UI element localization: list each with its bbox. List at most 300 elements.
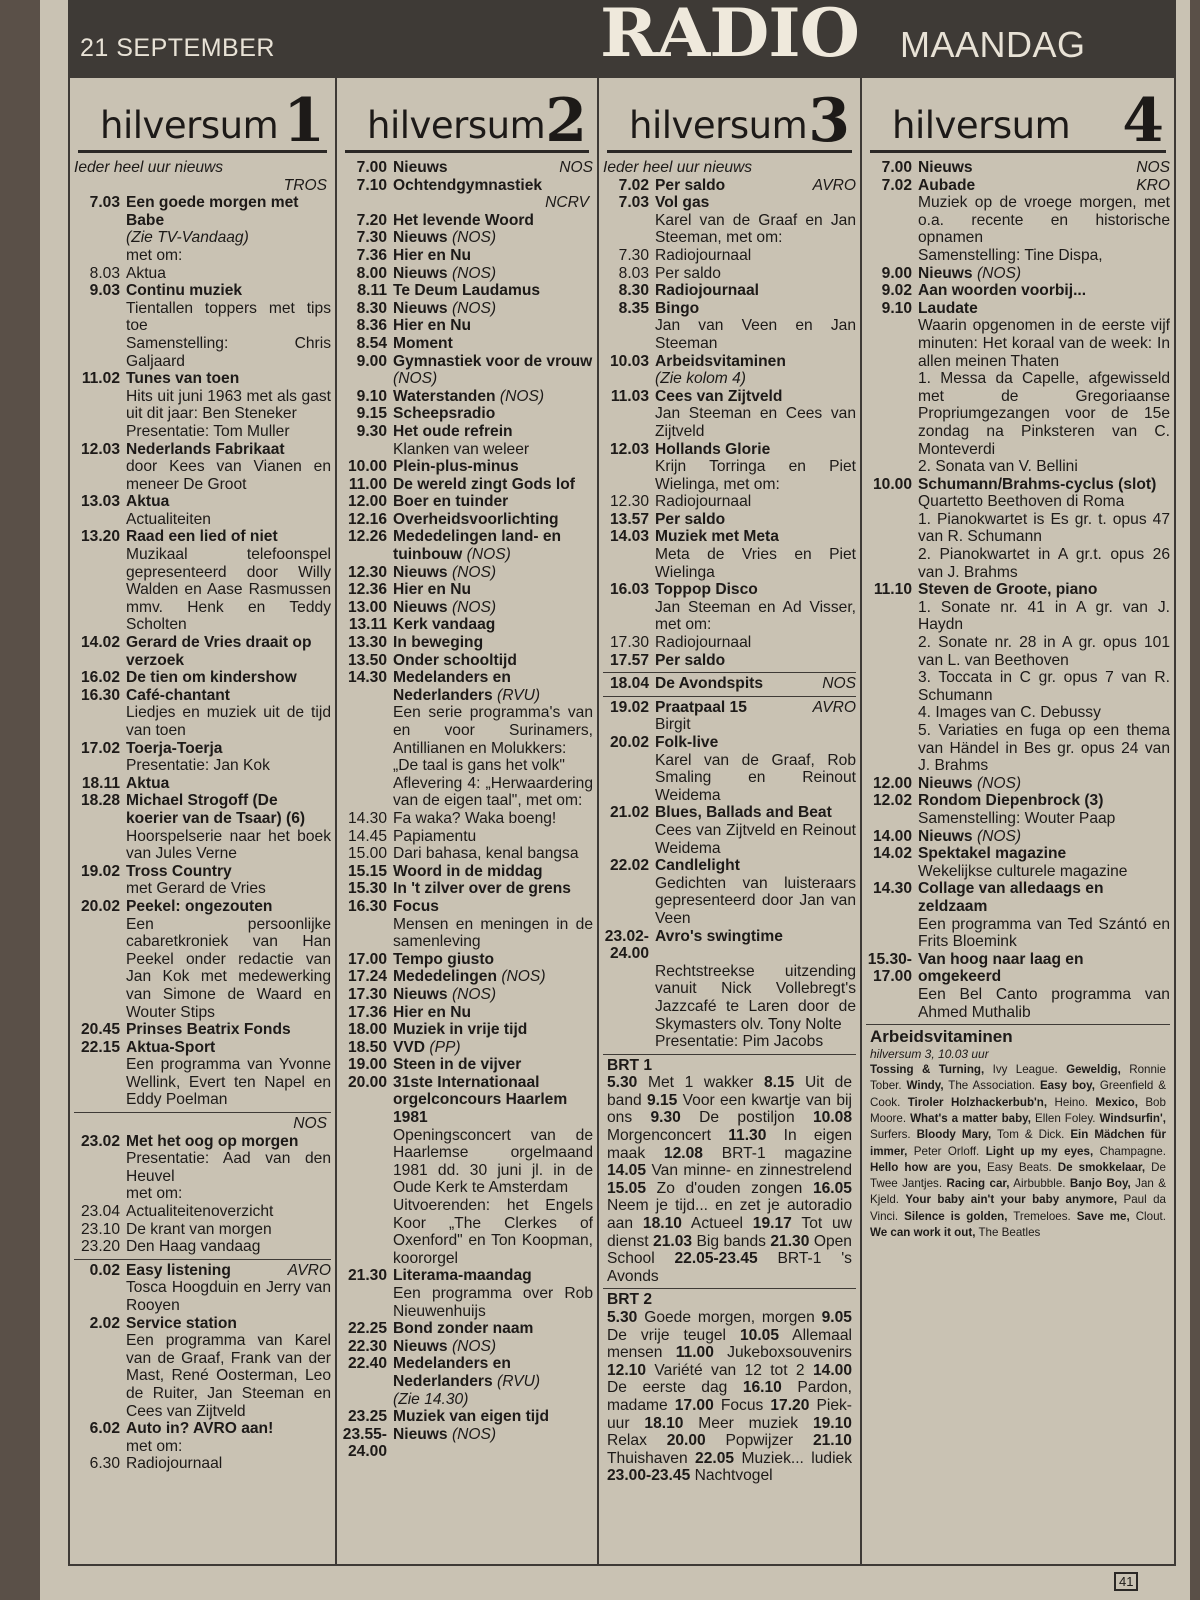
program-entry bbox=[341, 810, 593, 828]
program-entry bbox=[74, 265, 331, 283]
program-network-tag: (NOS) bbox=[976, 264, 1022, 282]
program-title-wrap bbox=[918, 300, 1170, 318]
program-entry bbox=[603, 634, 856, 652]
program-time: 11.03 bbox=[610, 387, 649, 405]
brt-time: 11.00 bbox=[675, 1344, 714, 1362]
box-title: Arbeidsvitaminen bbox=[870, 1027, 1013, 1047]
program-time: 18.28 bbox=[80, 792, 120, 810]
station-number: 4 bbox=[1122, 86, 1164, 156]
brt-time: 5.30 bbox=[607, 1074, 638, 1092]
program-entry bbox=[341, 511, 593, 529]
program-title: Gerard de Vries draait op verzoek bbox=[126, 634, 312, 669]
section-rule bbox=[603, 696, 856, 697]
program-description: 1. Messa da Capelle, afgewisseld met de Gregoriaanse Propriumgezangen voor de 15e zondag na Pinksteren van C. Monteverdi bbox=[918, 370, 1170, 458]
program-title: Tunes van toen bbox=[126, 370, 240, 388]
program-entry bbox=[341, 335, 593, 353]
program-time: 12.30 bbox=[609, 493, 649, 511]
program-description: (Zie kolom 4) bbox=[655, 370, 746, 388]
program-time: 17.24 bbox=[347, 968, 387, 986]
program-entry bbox=[603, 247, 856, 265]
program-description: Karel van de Graaf, Rob Smaling en Reinout Weidema bbox=[655, 751, 856, 804]
program-time: 8.35 bbox=[618, 299, 649, 317]
program-time: 16.30 bbox=[347, 897, 387, 915]
program-entry bbox=[603, 652, 856, 670]
brt-schedule bbox=[603, 1309, 856, 1485]
brt-time: 21.03 bbox=[653, 1232, 693, 1250]
program-entry bbox=[603, 699, 856, 717]
program-title: Steven de Groote, piano bbox=[918, 581, 1098, 599]
program-title: Te Deum Laudamus bbox=[393, 282, 541, 300]
program-description: Krijn Torringa en Piet Wielinga, met om: bbox=[655, 458, 856, 493]
brt-time: 8.15 bbox=[763, 1074, 795, 1092]
magazine-page bbox=[40, 0, 1190, 1600]
program-title-wrap bbox=[393, 968, 593, 986]
program-description: Samenstelling: Chris Galjaard bbox=[126, 334, 331, 370]
program-time: 14.30 bbox=[872, 880, 912, 898]
brt-title: Morgenconcert bbox=[607, 1127, 712, 1145]
column-hilversum-4 bbox=[862, 78, 1174, 1564]
brt-title: Thuishaven bbox=[607, 1449, 688, 1467]
program-entry bbox=[341, 300, 593, 318]
program-title-wrap bbox=[655, 511, 856, 529]
program-title: Scheepsradio bbox=[393, 405, 496, 423]
program-description: Openingsconcert van de Haarlemse orgelmaand 1981 dd. 30 juni jl. in de Oude Kerk te Amsterdam bbox=[393, 1126, 593, 1197]
program-time: 12.03 bbox=[80, 440, 120, 458]
program-time: 14.03 bbox=[609, 528, 649, 546]
program-entry bbox=[341, 986, 593, 1004]
program-description: Een programma van Yvonne Wellink, Evert ten Napel en Eddy Poelman bbox=[126, 1056, 331, 1109]
program-time: 8.30 bbox=[618, 282, 649, 300]
program-time: 13.50 bbox=[347, 651, 387, 669]
program-time: 8.11 bbox=[357, 282, 387, 300]
program-entry bbox=[341, 476, 593, 494]
program-title-wrap bbox=[918, 845, 1170, 863]
program-entry bbox=[603, 282, 856, 300]
program-time: 22.15 bbox=[80, 1038, 120, 1056]
news-note: Ieder heel uur nieuws bbox=[74, 159, 224, 176]
program-title-wrap bbox=[655, 194, 856, 212]
program-entry bbox=[341, 282, 593, 300]
brt-title: Meer muziek bbox=[698, 1414, 799, 1432]
program-title-wrap bbox=[918, 282, 1170, 300]
program-title-wrap bbox=[126, 1238, 331, 1256]
program-time: 20.45 bbox=[80, 1021, 120, 1039]
program-entry bbox=[74, 1221, 331, 1239]
brt-time: 20.00 bbox=[666, 1432, 706, 1450]
program-network-tag: (NOS) bbox=[451, 1337, 497, 1355]
brt-time: 18.10 bbox=[642, 1215, 682, 1233]
program-entry bbox=[341, 265, 593, 283]
program-title: Avro's swingtime bbox=[655, 927, 783, 945]
brt-time: 19.17 bbox=[752, 1215, 792, 1233]
program-entry bbox=[74, 775, 331, 793]
brt-title: Neem je tijd... en zet je autoradio aan bbox=[607, 1197, 852, 1233]
program-entry bbox=[341, 528, 593, 563]
program-time: 12.00 bbox=[872, 774, 912, 792]
program-description: Liedjes en muziek uit de tijd van toen bbox=[126, 704, 331, 739]
program-description: Jan van Veen en Jan Steeman bbox=[655, 317, 856, 352]
program-time: 8.03 bbox=[89, 264, 120, 282]
program-title-wrap bbox=[918, 476, 1170, 494]
program-title: Per saldo bbox=[655, 264, 721, 282]
program-entry bbox=[74, 669, 331, 687]
brt-title: Variété van 12 tot 2 bbox=[654, 1361, 805, 1379]
brt-time: 9.05 bbox=[821, 1309, 852, 1326]
schedule-grid bbox=[68, 76, 1176, 1566]
program-title: Nieuws bbox=[393, 598, 448, 616]
brt-time: 12.08 bbox=[663, 1144, 703, 1162]
program-time: 10.00 bbox=[872, 475, 912, 493]
station-header bbox=[607, 78, 852, 156]
program-title: Literama-maandag bbox=[393, 1267, 532, 1285]
program-title: Prinses Beatrix Fonds bbox=[126, 1021, 291, 1039]
program-time: 20.02 bbox=[609, 734, 649, 751]
program-time: 7.02 bbox=[618, 176, 649, 194]
program-title: Toppop Disco bbox=[655, 581, 758, 599]
program-entry bbox=[866, 845, 1170, 863]
program-time: 12.03 bbox=[609, 440, 649, 458]
program-description: 1. Pianokwartet is Es gr. t. opus 47 van R. Schumann bbox=[918, 510, 1170, 546]
program-title-wrap bbox=[393, 335, 593, 353]
program-entry bbox=[866, 265, 1170, 283]
program-title: Ochtendgymnastiek bbox=[393, 176, 543, 194]
program-entry bbox=[341, 229, 593, 247]
program-description: Een programma van Ted Szántó en Frits Bloemink bbox=[918, 915, 1170, 951]
program-title: Van hoog naar laag en omgekeerd bbox=[918, 950, 1084, 986]
program-description: Muzikaal telefoonspel gepresenteerd door Willy Walden en Aase Rasmussen mmv. Henk en Teddy Scholten bbox=[126, 546, 331, 634]
program-time: 21.30 bbox=[347, 1267, 387, 1285]
program-entry bbox=[341, 845, 593, 863]
program-title-wrap bbox=[126, 898, 331, 916]
program-title-wrap bbox=[918, 880, 1170, 915]
program-time: 13.20 bbox=[80, 528, 120, 546]
program-title: Blues, Ballads and Beat bbox=[655, 804, 832, 822]
program-time: 13.30 bbox=[347, 634, 387, 652]
program-title: Onder schooltijd bbox=[393, 651, 517, 669]
program-entry bbox=[866, 951, 1170, 986]
program-time: 7.36 bbox=[356, 246, 387, 264]
program-time: 14.02 bbox=[80, 634, 120, 652]
program-network-tag: (NOS) bbox=[451, 985, 497, 1003]
program-time: 12.00 bbox=[347, 493, 387, 511]
program-description: met om: bbox=[126, 1437, 183, 1455]
program-title-wrap bbox=[393, 405, 593, 423]
program-title: Per saldo bbox=[655, 651, 726, 669]
program-time: 16.03 bbox=[609, 581, 649, 599]
program-title: Nieuws bbox=[393, 563, 448, 581]
program-title-wrap bbox=[393, 1355, 593, 1390]
program-network-tag: NOS bbox=[559, 159, 593, 176]
program-title-wrap bbox=[918, 775, 1170, 793]
program-entry bbox=[341, 1004, 593, 1022]
brt-title: Jukeboxsouvenirs bbox=[727, 1344, 852, 1362]
program-description: Tosca Hoogduin en Jerry van Rooyen bbox=[126, 1279, 331, 1314]
program-title: Den Haag vandaag bbox=[126, 1238, 261, 1256]
brt-time: 10.08 bbox=[812, 1109, 852, 1127]
program-network-tag: (NOS) bbox=[451, 299, 497, 317]
program-title: Tempo giusto bbox=[393, 950, 495, 968]
program-title: VVD bbox=[393, 1038, 426, 1056]
program-title-wrap bbox=[393, 511, 593, 529]
program-title: De Avondspits bbox=[655, 675, 764, 693]
program-description: Birgit bbox=[655, 716, 691, 734]
brt-time: 22.05 bbox=[695, 1449, 735, 1467]
program-title: Cees van Zijtveld bbox=[655, 387, 783, 405]
program-time: 17.57 bbox=[609, 651, 649, 669]
program-time: 7.00 bbox=[881, 159, 912, 176]
program-description: met om: bbox=[126, 246, 183, 264]
program-title: De krant van morgen bbox=[126, 1220, 272, 1238]
brt-label: BRT 2 bbox=[607, 1291, 653, 1309]
program-title-wrap bbox=[393, 828, 593, 846]
station-name: hilversum bbox=[892, 104, 1071, 147]
program-title-wrap bbox=[393, 493, 593, 511]
brt-time: 5.30 bbox=[607, 1309, 638, 1326]
program-title: Auto in? AVRO aan! bbox=[126, 1420, 274, 1438]
program-title: Peekel: ongezouten bbox=[126, 897, 273, 915]
brt-title: Relax bbox=[607, 1432, 647, 1450]
program-title: Focus bbox=[393, 897, 439, 915]
song-list-box bbox=[866, 1027, 1170, 1241]
program-entry bbox=[74, 493, 331, 511]
program-title: Het oude refrein bbox=[393, 422, 513, 440]
program-entry bbox=[603, 388, 856, 406]
program-network-tag: (NOS) bbox=[393, 370, 438, 388]
program-entry bbox=[341, 1320, 593, 1338]
program-time: 14.30 bbox=[347, 809, 387, 827]
program-time: 12.26 bbox=[347, 528, 387, 546]
program-time: 21.02 bbox=[609, 804, 649, 822]
program-time: 15.30-17.00 bbox=[867, 950, 912, 986]
brt-title: De vrije teugel bbox=[607, 1326, 726, 1344]
program-entry bbox=[603, 441, 856, 459]
program-title: Arbeidsvitaminen bbox=[655, 352, 786, 370]
program-title: Laudate bbox=[918, 299, 978, 317]
program-entry bbox=[603, 804, 856, 822]
brt-title: BRT-1 magazine bbox=[721, 1144, 852, 1162]
program-title-wrap bbox=[655, 177, 856, 195]
program-entry bbox=[341, 317, 593, 335]
program-entry bbox=[341, 616, 593, 634]
program-entry bbox=[341, 968, 593, 986]
program-time: 23.25 bbox=[347, 1408, 387, 1426]
program-title: Vol gas bbox=[655, 194, 710, 212]
program-title-wrap bbox=[393, 247, 593, 265]
program-title-wrap bbox=[918, 581, 1170, 599]
program-title: Schumann/Brahms-cyclus (slot) bbox=[918, 475, 1157, 493]
program-title-wrap bbox=[393, 845, 593, 863]
program-time: 7.02 bbox=[881, 176, 912, 194]
program-title-wrap bbox=[393, 1039, 593, 1057]
brt-title: De postiljon bbox=[699, 1109, 795, 1127]
program-time: 16.30 bbox=[80, 686, 120, 704]
program-time: 23.04 bbox=[80, 1203, 120, 1221]
program-entry bbox=[74, 792, 331, 827]
program-title-wrap bbox=[918, 951, 1170, 986]
program-entry bbox=[603, 675, 856, 693]
program-title: Radiojournaal bbox=[655, 634, 752, 652]
program-time: 13.11 bbox=[348, 616, 387, 634]
program-description: Aflevering 4: „Herwaardering van de eigen taal", met om: bbox=[393, 774, 593, 810]
program-description: Hoorspelserie naar het boek van Jules Verne bbox=[126, 827, 331, 863]
program-description: Meta de Vries en Piet Wielinga bbox=[655, 546, 856, 581]
program-time: 22.40 bbox=[347, 1355, 387, 1373]
station-header bbox=[78, 78, 327, 156]
song-title: Your baby ain't your baby anymore, bbox=[905, 1193, 1118, 1207]
program-time: 18.04 bbox=[609, 675, 649, 693]
program-time: 23.10 bbox=[80, 1220, 120, 1238]
program-entry bbox=[866, 792, 1170, 810]
program-title: De wereld zingt Gods lof bbox=[393, 475, 575, 493]
program-description: Jan Steeman en Ad Visser, met om: bbox=[655, 598, 856, 634]
brt-time: 10.05 bbox=[740, 1326, 780, 1344]
program-description: 4. Images van C. Debussy bbox=[918, 704, 1101, 722]
program-title-wrap bbox=[655, 353, 856, 371]
program-title-wrap bbox=[126, 1455, 331, 1473]
program-title: Spektakel magazine bbox=[918, 845, 1067, 863]
program-title-wrap bbox=[393, 265, 593, 283]
program-entry bbox=[603, 177, 856, 195]
brt-title: Uit de band bbox=[607, 1074, 852, 1109]
program-time: 7.20 bbox=[356, 211, 387, 229]
program-title-wrap bbox=[655, 388, 856, 406]
program-time: 19.02 bbox=[80, 862, 120, 880]
program-title: Nieuws bbox=[918, 774, 973, 792]
song-artist: De Twee Jantjes. bbox=[870, 1160, 1166, 1191]
station-name: hilversum bbox=[629, 104, 808, 147]
program-time: 15.15 bbox=[347, 862, 387, 880]
program-entry bbox=[341, 951, 593, 969]
program-title: Aktua bbox=[126, 774, 170, 792]
program-network-tag: (NOS) bbox=[976, 827, 1022, 845]
program-title-wrap bbox=[393, 177, 593, 195]
station-number: 1 bbox=[283, 86, 325, 156]
program-entry bbox=[341, 880, 593, 898]
program-entry bbox=[341, 458, 593, 476]
program-description: Cees van Zijtveld en Reinout Weidema bbox=[655, 821, 856, 857]
program-title-wrap bbox=[918, 792, 1170, 810]
program-title: Nieuws bbox=[393, 264, 448, 282]
program-title: Michael Strogoff (De koerier van de Tsaar) (6) bbox=[126, 792, 306, 827]
program-title-wrap bbox=[126, 1221, 331, 1239]
program-title-wrap bbox=[393, 1408, 593, 1426]
program-time: 23.02 bbox=[80, 1132, 120, 1150]
program-network-tag: (NOS) bbox=[499, 387, 545, 405]
program-time: 12.02 bbox=[872, 792, 912, 810]
program-time: 7.30 bbox=[356, 229, 387, 247]
program-entry bbox=[341, 159, 593, 177]
song-title: What's a matter baby, bbox=[910, 1111, 1031, 1125]
song-artist: Paul da Vinci. bbox=[870, 1193, 1166, 1223]
program-title-wrap bbox=[655, 675, 856, 693]
program-title: Nieuws bbox=[918, 264, 973, 282]
song-artist: Surfers. bbox=[870, 1128, 911, 1142]
program-entry bbox=[603, 734, 856, 752]
brt-time: 17.20 bbox=[770, 1396, 810, 1414]
program-title-wrap bbox=[393, 1004, 593, 1022]
program-title: Muziek van eigen tijd bbox=[393, 1408, 549, 1426]
program-entry bbox=[866, 775, 1170, 793]
song-artist: Ellen Foley. bbox=[1035, 1111, 1096, 1125]
brt-title: Allemaal mensen bbox=[607, 1326, 852, 1362]
brt-title: Muziek... ludiek bbox=[741, 1449, 852, 1467]
brt-title: Met 1 wakker bbox=[648, 1074, 754, 1092]
program-title: Woord in de middag bbox=[393, 862, 543, 880]
program-entry bbox=[341, 1021, 593, 1039]
song-title: Silence is golden, bbox=[904, 1209, 1008, 1223]
song-title: Banjo Boy, bbox=[1069, 1177, 1131, 1191]
program-description: Samenstelling: Wouter Paap bbox=[918, 809, 1116, 827]
program-title: Aktua-Sport bbox=[126, 1038, 216, 1056]
program-title-wrap bbox=[918, 265, 1170, 283]
program-entry bbox=[341, 1074, 593, 1127]
program-entry bbox=[603, 353, 856, 371]
program-time: 9.00 bbox=[881, 264, 912, 282]
song-title: Tossing & Turning, bbox=[870, 1063, 985, 1077]
program-title: Radiojournaal bbox=[655, 246, 752, 264]
program-description: Presentatie: Aad van den Heuvel bbox=[126, 1150, 331, 1185]
program-time: 22.25 bbox=[347, 1320, 387, 1338]
brt-title: In eigen maak bbox=[607, 1127, 852, 1162]
program-time: 2.02 bbox=[89, 1314, 120, 1332]
program-description: Wekelijkse culturele magazine bbox=[918, 862, 1128, 880]
program-entry bbox=[866, 300, 1170, 318]
program-description: met om: bbox=[126, 1185, 183, 1203]
program-time: 18.50 bbox=[347, 1038, 387, 1056]
program-title-wrap bbox=[126, 687, 331, 705]
program-entry bbox=[74, 740, 331, 758]
program-title-wrap bbox=[393, 282, 593, 300]
program-title: Bingo bbox=[655, 299, 700, 317]
program-time: 23.20 bbox=[80, 1238, 120, 1256]
brt-time: 21.30 bbox=[770, 1232, 810, 1250]
program-time: 9.30 bbox=[356, 422, 387, 440]
program-title: Tross Country bbox=[126, 862, 232, 880]
brt-time: 17.00 bbox=[674, 1396, 714, 1414]
song-title: Tiroler Holzhackerbub'n, bbox=[907, 1095, 1048, 1109]
program-entry bbox=[603, 928, 856, 963]
song-artist: Bob Moore. bbox=[870, 1095, 1166, 1125]
section-rule bbox=[74, 1112, 331, 1113]
program-network-tag: (RVU) bbox=[497, 1372, 541, 1390]
brt-title: Goede morgen, morgen bbox=[644, 1309, 815, 1326]
section-rule bbox=[866, 1024, 1170, 1025]
brt-title: Nachtvogel bbox=[694, 1467, 773, 1485]
program-time: 9.10 bbox=[881, 299, 912, 317]
program-network-tag: (NOS) bbox=[451, 598, 497, 616]
program-time: 8.54 bbox=[356, 334, 387, 352]
program-title: Café-chantant bbox=[126, 686, 230, 704]
station-name: hilversum bbox=[100, 104, 279, 147]
program-title: Dari bahasa, kenal bangsa bbox=[393, 845, 579, 863]
program-time: 11.00 bbox=[348, 475, 387, 493]
song-artist: Jan & Kjeld. bbox=[870, 1177, 1166, 1207]
program-title-wrap bbox=[126, 669, 331, 687]
program-entry bbox=[603, 581, 856, 599]
program-network-tag: NOS bbox=[822, 675, 856, 693]
program-entry bbox=[603, 528, 856, 546]
program-time: 7.03 bbox=[618, 194, 649, 212]
song-artist: Tom & Dick. bbox=[997, 1128, 1065, 1142]
program-entry bbox=[341, 493, 593, 511]
section-rule bbox=[603, 1288, 856, 1289]
program-entry bbox=[74, 1203, 331, 1221]
program-time: 6.02 bbox=[89, 1420, 120, 1438]
program-title-wrap bbox=[126, 370, 331, 388]
program-description: Presentatie: Pim Jacobs bbox=[655, 1033, 824, 1051]
program-entry bbox=[341, 669, 593, 704]
program-entry bbox=[74, 370, 331, 388]
